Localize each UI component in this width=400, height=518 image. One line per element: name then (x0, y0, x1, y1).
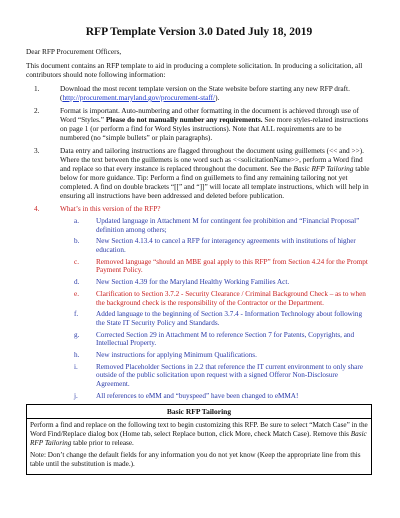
list-text: See more styles-related instructions on page 1 (or perform a find for Word Styles instructions). Note that ALL requirements are to be numbered (no “simple bullets” or plain paragraphs). (60, 115, 369, 142)
sublist-item (74, 258, 372, 275)
sublist-item (74, 290, 372, 307)
sublist-text: Added language to the beginning of Section 3.7.4 - Information Technology about following the State IT Security Policy and Standards. (96, 310, 363, 327)
sublist-item (74, 310, 372, 327)
italic-reference: Basic RFP Tailoring (30, 430, 367, 447)
list-item (26, 106, 372, 142)
table-note: Note: Don’t change the default fields for any information you do not yet know (Keep the appropriate line from this table until the substitution is made.). (30, 450, 361, 468)
table-header: Basic RFP Tailoring (27, 405, 371, 419)
table-text: table prior to release. (71, 438, 134, 447)
list-item (26, 84, 372, 102)
sublist-item (74, 237, 372, 254)
sublist-letter: b. (74, 237, 80, 246)
greeting: Dear RFP Procurement Officers, (26, 47, 122, 56)
list-item (26, 146, 372, 200)
list-item (26, 204, 372, 400)
sublist-letter: e. (74, 289, 79, 298)
sublist-text: New instructions for applying Minimum Qualifications. (96, 351, 257, 360)
bold-warning: Please do not manually number any requirements. (105, 115, 263, 124)
table-text: Perform a find and replace on the following text to begin customizing this RFP. Be sure to select “Match Case” in the Word Find/Replace dialog box (Home tab, select Replace button, click More, check Match Case). Remove this (30, 421, 368, 439)
sublist-item (74, 363, 372, 389)
sublist-letter: i. (74, 362, 78, 371)
sublist-text: All references to eMM and “buyspeed” have been changed to eMMA! (96, 391, 299, 400)
procurement-link[interactable]: http://procurement.maryland.gov/procurement-staff/ (62, 93, 216, 102)
list-number: 4. (34, 204, 40, 213)
sublist-item (74, 217, 372, 234)
list-text: table below for more guidance. Tip: Perform a find on guillemets to find any remaining tailoring not yet completed. A find on double brackets “[[” and “]]” will locate all template instructions, which will help in ensuring all instructions have been addressed and deleted before publication. (60, 164, 370, 200)
table-cell (27, 419, 371, 474)
table-paragraph (30, 421, 368, 447)
sublist-text: Corrected Section 29 in Attachment M to reference Section 7 for Patents, Copyrights, and Intellectual Property. (96, 330, 355, 348)
list-number: 1. (34, 84, 40, 93)
sublist-item (74, 392, 372, 401)
document-title: RFP Template Version 3.0 Dated July 18, 2019 (85, 26, 313, 38)
sublist-text: Removed language “should an MBE goal apply to this RFP” from Section 4.24 for the Prompt Payment Policy. (96, 257, 368, 275)
sublist-item (74, 351, 372, 360)
sublist-letter: d. (74, 278, 80, 287)
sublist-letter: h. (74, 351, 80, 360)
sublist-text: New Section 4.13.4 to cancel a RFP for interagency agreements with institutions of higher education. (96, 237, 356, 254)
list-text: Data entry and tailoring instructions are flagged throughout the document using guillemets (<< and >>). Where the text between the guillemets is one word such as <<solicitationName>>, perform a Word find and replace so that every instance is replaced throughout the document. See the (60, 146, 365, 173)
sublist-item (74, 278, 372, 287)
sublist-text: Clarification to Section 3.7.2 - Security Clearance / Criminal Background Check – as to when the background check is the responsibility of the Contractor or the Department. (96, 289, 366, 307)
sublist-letter: j. (74, 391, 78, 400)
sublist-letter: a. (74, 217, 79, 225)
sublist-letter: c. (74, 257, 79, 266)
italic-reference: Basic RFP Tailoring (293, 164, 354, 173)
sublist-letter: g. (74, 330, 80, 339)
basic-rfp-tailoring-table (26, 404, 372, 475)
list-text: Format is important. Auto-numbering and other formatting in the document is achieved through use of Word “Styles.” (60, 106, 359, 124)
changes-sublist (60, 217, 372, 400)
sublist-text: New Section 4.39 for the Maryland Healthy Working Families Act. (96, 278, 290, 287)
list-text: ). (215, 93, 220, 102)
list-number: 2. (34, 106, 40, 115)
sublist-item (74, 331, 372, 348)
sublist-text: Removed Placeholder Sections in 2.2 that reference the IT current environment to only share outside of the public solicitation upon request with a signed Offeror Non-Disclosure Agreement. (96, 362, 363, 388)
list-text: Download the most recent template version on the State website before starting any new RFP draft. ( (60, 84, 350, 102)
list-text: What’s in this version of the RFP? (60, 204, 161, 213)
intro-paragraph: This document contains an RFP template to aid in producing a complete solicitation. In producing a solicitation, all contributors should note following information: (26, 61, 363, 79)
list-number: 3. (34, 146, 40, 155)
instruction-list (26, 84, 372, 400)
sublist-letter: f. (74, 310, 79, 319)
sublist-text: Updated language in Attachment M for contingent fee prohibition and “Financial Proposal” definition among others; (96, 217, 360, 234)
